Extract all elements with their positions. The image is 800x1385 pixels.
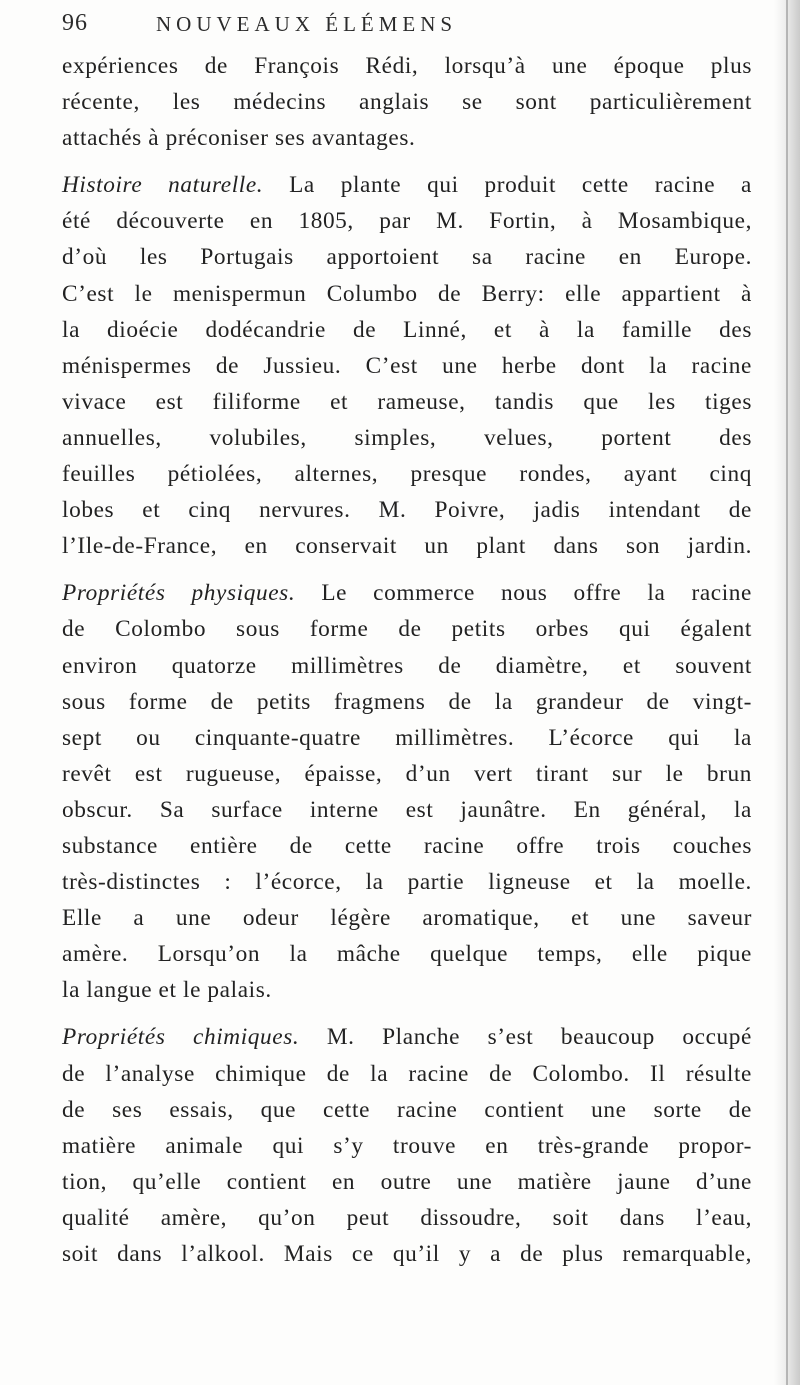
text-line: expériences de François Rédi, lorsqu’à une époque plus bbox=[62, 53, 752, 79]
text-line: de Colombo sous forme de petits orbes qui égalent bbox=[62, 616, 752, 643]
text-line: revêt est rugueuse, épaisse, d’un vert tirant sur le brun bbox=[62, 760, 752, 787]
text-line: qualité amère, qu’on peut dissoudre, soit dans l’eau, bbox=[62, 1204, 752, 1231]
page-header bbox=[62, 10, 622, 40]
running-head: NOUVEAUX ÉLÉMENS bbox=[156, 12, 458, 36]
binding-edge bbox=[786, 0, 788, 1385]
text-line-rest: La plante qui produit cette racine a bbox=[263, 172, 752, 199]
text-line-rest: Le commerce nous offre la racine bbox=[295, 580, 752, 607]
text-line: environ quatorze millimètres de diamètre, et souvent bbox=[62, 652, 752, 679]
text-line: amère. Lorsqu’on la mâche quelque temps, elle pique bbox=[62, 941, 752, 968]
text-line: ménispermes de Jussieu. C’est une herbe dont la racine bbox=[62, 352, 752, 379]
page-number: 96 bbox=[62, 10, 88, 36]
text-line bbox=[62, 167, 752, 203]
text-line: annuelles, volubiles, simples, velues, portent des bbox=[62, 424, 752, 451]
text-line: C’est le menispermun Columbo de Berry: elle appartient à bbox=[62, 280, 752, 307]
text-line: soit dans l’alkool. Mais ce qu’il y a de plus remarquable, bbox=[62, 1241, 752, 1267]
section-lead: Histoire naturelle. bbox=[62, 172, 264, 199]
text-line: tion, qu’elle contient en outre une matière jaune d’une bbox=[62, 1168, 752, 1195]
text-line: substance entière de cette racine offre trois couches bbox=[62, 832, 752, 859]
text-line: lobes et cinq nervures. M. Poivre, jadis intendant de bbox=[62, 497, 752, 524]
text-line: sous forme de petits fragmens de la grandeur de vingt- bbox=[62, 688, 752, 715]
text-line: vivace est filiforme et rameuse, tandis que les tiges bbox=[62, 388, 752, 415]
section-lead: Propriétés physiques. bbox=[62, 580, 296, 607]
text-line: très-distinctes : l’écorce, la partie ligneuse et la moelle. bbox=[62, 869, 752, 896]
text-line: obscur. Sa surface interne est jaunâtre. En général, la bbox=[62, 796, 752, 823]
text-line: l’Ile-de-France, en conservait un plant dans son jardin. bbox=[62, 533, 752, 560]
body-text bbox=[62, 48, 752, 1272]
text-line: la langue et le palais. bbox=[62, 977, 272, 1004]
text-line: de l’analyse chimique de la racine de Colombo. Il résulte bbox=[62, 1060, 752, 1087]
text-line: de ses essais, que cette racine contient une sorte de bbox=[62, 1096, 752, 1123]
text-line: Elle a une odeur légère aromatique, et une saveur bbox=[62, 905, 752, 932]
paragraph-proprietes-chimiques bbox=[62, 1019, 752, 1272]
text-line: sept ou cinquante-quatre millimètres. L’écorce qui la bbox=[62, 724, 752, 751]
text-line: matière animale qui s’y trouve en très-grande propor- bbox=[62, 1132, 752, 1159]
text-line: été découverte en 1805, par M. Fortin, à Mosambique, bbox=[62, 208, 752, 235]
paragraph-intro bbox=[62, 48, 752, 156]
paragraph-histoire-naturelle bbox=[62, 167, 752, 564]
text-line: récente, les médecins anglais se sont particulièrement bbox=[62, 89, 752, 116]
text-line: feuilles pétiolées, alternes, presque rondes, ayant cinq bbox=[62, 461, 752, 488]
paragraph-proprietes-physiques bbox=[62, 575, 752, 1008]
text-line: la dioécie dodécandrie de Linné, et à la famille des bbox=[62, 316, 752, 343]
text-line: attachés à préconiser ses avantages. bbox=[62, 125, 416, 152]
text-line-rest: M. Planche s’est beaucoup occupé bbox=[299, 1024, 752, 1051]
section-lead: Propriétés chimiques. bbox=[62, 1024, 300, 1051]
text-line: d’où les Portugais apportoient sa racine en Europe. bbox=[62, 244, 752, 271]
text-line bbox=[62, 575, 752, 611]
text-line bbox=[62, 1019, 752, 1055]
